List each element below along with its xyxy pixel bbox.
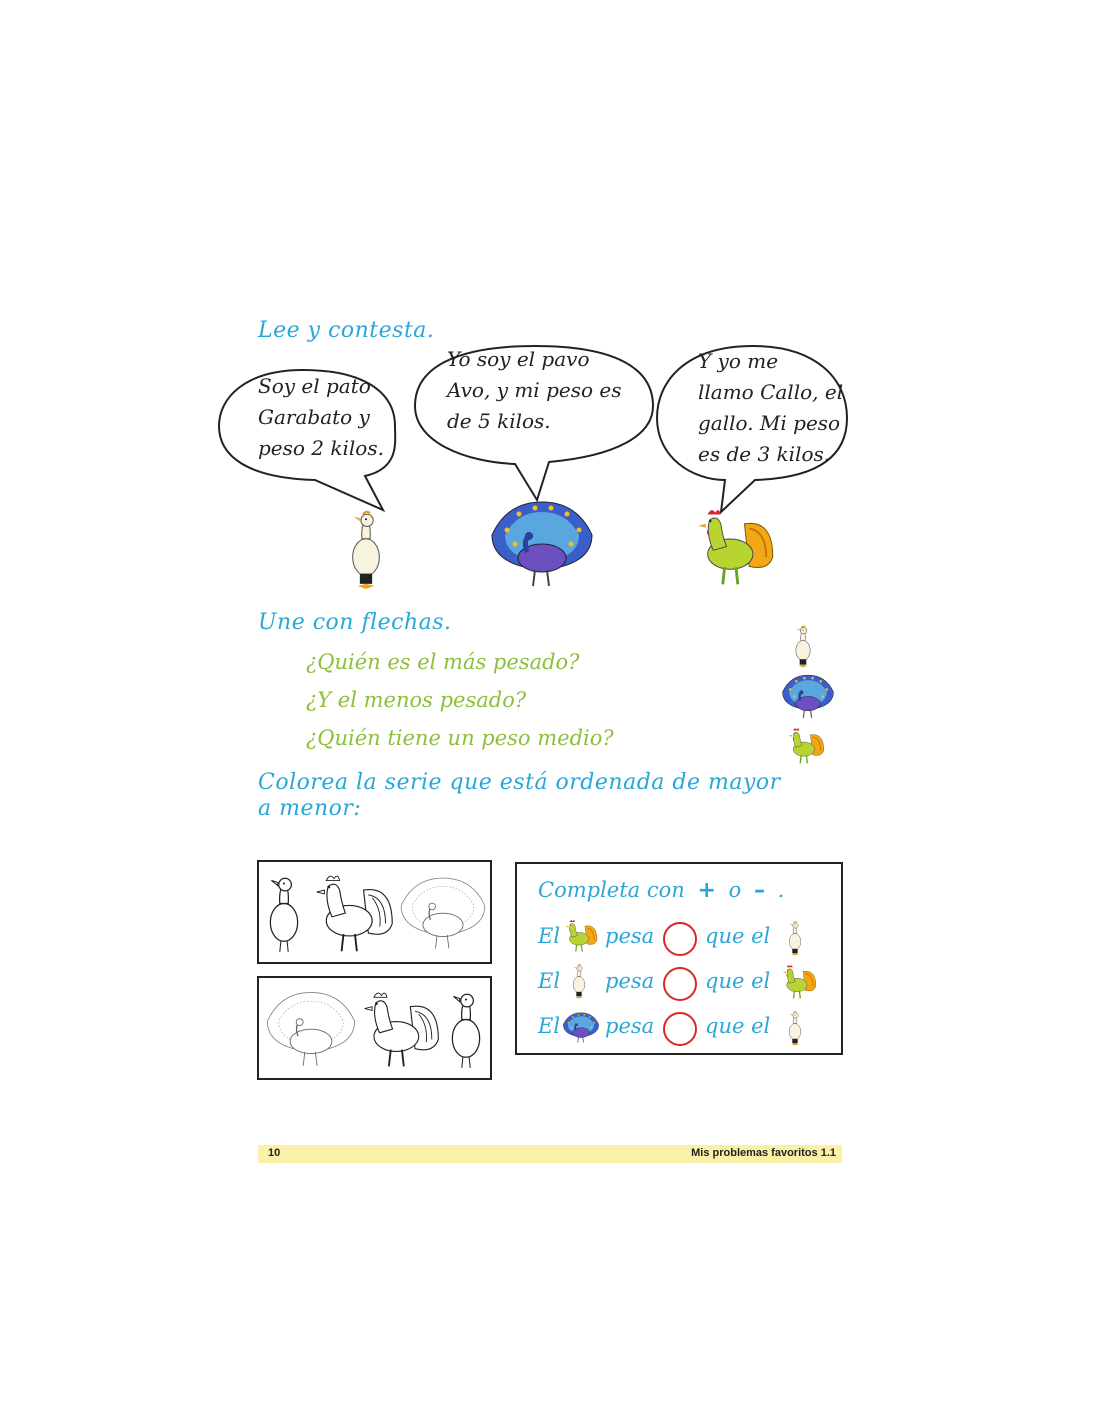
series2-rooster-icon (359, 984, 443, 1076)
row1-rooster-icon (563, 918, 599, 954)
book-title: Mis problemas favoritos 1.1 (691, 1147, 836, 1159)
duck-bubble-text: Soy el pato Garabato y peso 2 kilos. (258, 374, 384, 460)
match-rooster-icon[interactable] (786, 726, 826, 766)
row3-peacock-icon (561, 1012, 601, 1044)
complete-title: Completa con + o – . (538, 878, 785, 903)
question-middle: ¿Quién tiene un peso medio? (306, 726, 614, 750)
series2-peacock-icon (263, 986, 359, 1074)
row2-rooster-icon (779, 963, 819, 1001)
heading-read-answer: Lee y contesta. (258, 318, 435, 343)
row1-pesa: pesa (605, 924, 655, 948)
compare-row-1 (517, 918, 841, 958)
row1-el: El (538, 924, 561, 948)
rooster-bubble-text: Y yo me llamo Callo, el gallo. Mi peso es de 3 kilos. (698, 349, 844, 466)
row2-que-el: que el (705, 969, 771, 993)
row2-duck-icon (569, 963, 589, 999)
minus-sign: – (753, 878, 765, 903)
series2-duck-icon (445, 984, 487, 1076)
row3-answer-circle[interactable] (663, 1012, 697, 1046)
complete-box (515, 862, 843, 1055)
page-number: 10 (268, 1147, 281, 1159)
match-peacock-icon[interactable] (780, 674, 836, 720)
peacock-illustration (487, 500, 597, 590)
row2-pesa: pesa (605, 969, 655, 993)
match-duck-icon[interactable] (790, 624, 816, 668)
plus-sign: + (697, 878, 716, 903)
row3-el: El (538, 1014, 561, 1038)
footer-bar (258, 1145, 842, 1163)
duck-illustration (345, 508, 387, 590)
row3-duck-icon (785, 1010, 805, 1046)
series-box-2[interactable] (257, 976, 492, 1080)
question-lightest: ¿Y el menos pesado? (306, 688, 527, 712)
row1-que-el: que el (705, 924, 771, 948)
row1-answer-circle[interactable] (663, 922, 697, 956)
compare-row-2 (517, 963, 841, 1003)
series-box-1[interactable] (257, 860, 492, 964)
row2-answer-circle[interactable] (663, 967, 697, 1001)
peacock-bubble-text: Yo soy el pavo Avo, y mi peso es de 5 kilos. (447, 347, 622, 433)
heading-join-arrows: Une con flechas. (258, 610, 452, 635)
row2-el: El (538, 969, 561, 993)
compare-row-3 (517, 1008, 841, 1048)
series1-peacock-icon (397, 870, 489, 958)
row1-duck-icon (785, 920, 805, 956)
heading-color-series: Colorea la serie que está ordenada de mayor a menor: (258, 770, 781, 821)
series1-duck-icon (263, 868, 305, 960)
question-heaviest: ¿Quién es el más pesado? (306, 650, 580, 674)
row3-pesa: pesa (605, 1014, 655, 1038)
row3-que-el: que el (705, 1014, 771, 1038)
rooster-illustration (690, 505, 780, 590)
series1-rooster-icon (311, 868, 397, 960)
